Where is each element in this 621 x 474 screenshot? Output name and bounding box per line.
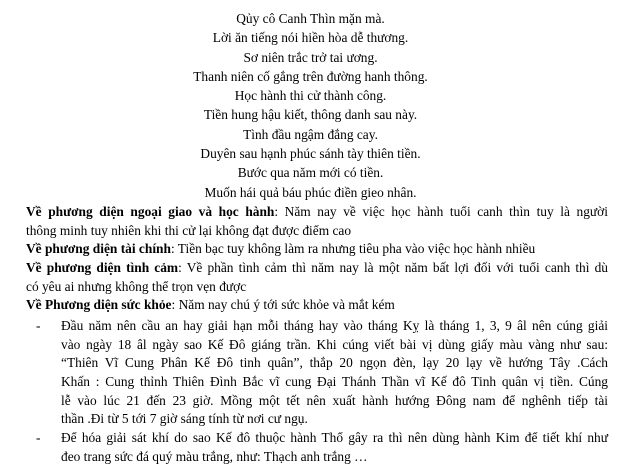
section-heading: Về phương diện tình cảm [26,260,179,276]
list-item-line: đeo trang sức đá quý màu trắng, như: Thạch anh trắng … [61,448,368,464]
section-line [26,259,608,278]
poem-line: Thanh niên cố gắng trên đường hanh thông. [193,68,428,84]
poem-line: Qủy cô Canh Thìn mặn mà. [236,11,385,26]
advice-list [26,317,608,467]
list-item-line: vào ngày 18 âl ngày sao Kế Đô giáng trần. Khi cúng viết bài vị dùng giấy màu vàng như sau: [61,336,608,352]
section-line: thông minh tuy nhiên khi thi cử lại không đạt được điểm cao [26,222,352,238]
section-heading: Về Phương diện sức khỏe [26,297,172,313]
section-diplomacy-study [26,203,608,240]
poem-line: Học hành thi cử thành công. [234,88,387,104]
section-heading: Về phương diện tài chính [26,241,171,257]
list-item [26,317,608,429]
section-health [26,296,608,315]
poem-line: Duyên sau hạnh phúc sánh tày thiên tiền. [200,146,421,162]
poem-line: Lời ăn tiếng nói hiền hòa dễ thương. [212,30,409,46]
list-item-line: lễ vào lúc 21 đến 23 giờ. Mồng một tết nên xuất hành hướng Đông nam để nghênh tiếp tài [61,392,608,408]
section-line [26,203,608,222]
poem-line: Tình đầu ngậm đắng cay. [243,126,378,142]
list-item-line: Đầu năm nên cầu an hay giải hạn mỗi tháng hay vào tháng Kỵ là tháng 1, 3, 9 âl nên cúng giải [61,318,608,333]
fortune-sections [26,203,608,315]
section-love [26,259,608,296]
poem-line: Bước qua năm mới có tiền. [237,165,384,181]
section-text: : Về phần tình cảm thì năm nay là một năm bất lợi đối với tuổi canh thì dù [178,260,608,276]
list-dash: - [36,318,41,333]
section-line [26,296,608,315]
poem-block [0,9,621,202]
list-dash: - [36,430,41,446]
section-text: : Năm nay chú ý tới sức khỏe và mắt kém [171,297,395,313]
poem-line: Muốn hái quả báu phúc điền gieo nhân. [204,184,417,200]
list-item [26,429,608,466]
poem-line: Tiền hung hậu kiết, thông danh sau này. [203,107,418,123]
list-item-line: thần .Đi từ 5 tới 7 giờ sáng tính từ nơi cư ngụ. [61,411,308,427]
section-finance [26,240,608,259]
section-line [26,240,608,259]
list-item-line: Để hóa giải sát khí do sao Kế đô thuộc hành Thổ gây ra thì nên dùng hành Kim để tiết khí như [61,430,608,446]
section-text: : Năm nay về việc học hành tuổi canh thìn tuy là người [274,204,608,219]
section-line: có yêu ai nhưng không thể trọn vẹn được [26,278,247,294]
list-item-line: Khấn : Cung thỉnh Thiên Đình Bắc vĩ cung Đại Thánh Thần vĩ Kế đô Tinh quân vị tiền. Cúng [61,374,608,390]
poem-line: Sơ niên trắc trở tai ương. [243,49,378,65]
list-item-line: “Thiên Vĩ Cung Phân Kế Đô tinh quân”, thắp 20 ngọn đèn, lạy 20 lạy về hướng Tây .Cách [61,355,608,371]
section-heading: Về phương diện ngoại giao và học hành [26,204,275,219]
section-text: : Tiền bạc tuy không làm ra nhưng tiêu pha vào việc học hành nhiều [170,241,536,257]
